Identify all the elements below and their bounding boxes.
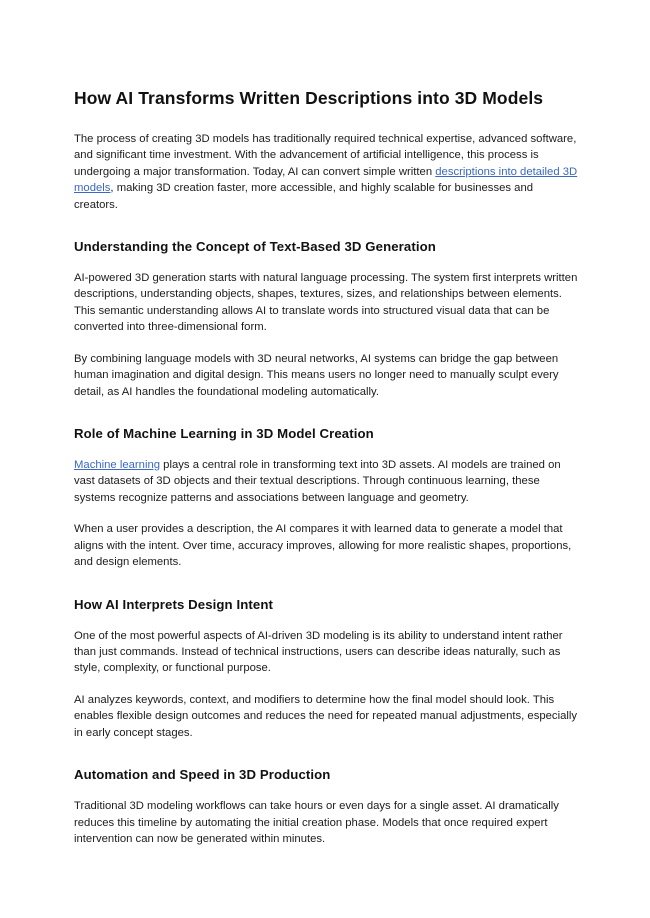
section-2-paragraph-1: AI analyzes keywords, context, and modifiers to determine how the final model should look. This enables flexible design outcomes and reduces the need for repeated manual adjustments, especially in early concept stages. <box>74 693 578 739</box>
intro-paragraph <box>74 131 578 213</box>
page-title: How AI Transforms Written Descriptions into 3D Models <box>74 88 544 108</box>
section-1-paragraph-1: When a user provides a description, the AI compares it with learned data to generate a model that aligns with the intent. Over time, accuracy improves, allowing for more realistic shapes, proportions, and design elements. <box>74 523 572 569</box>
section-heading-design-intent: How AI Interprets Design Intent <box>74 596 273 612</box>
section-0-paragraph-1: By combining language models with 3D neural networks, AI systems can bridge the gap between human imagination and digital design. This means users no longer need to manually sculpt every detail, as AI handles the foundational modeling automatically. <box>74 352 559 398</box>
link-machine-learning[interactable]: Machine learning <box>74 459 161 472</box>
section-2-paragraph-0: One of the most powerful aspects of AI-driven 3D modeling is its ability to understand intent rather than just commands. Instead of technical instructions, users can describe ideas naturally, such as style, complexity, or functional purpose. <box>74 629 563 675</box>
section-heading-machine-learning-role: Role of Machine Learning in 3D Model Creation <box>74 425 374 441</box>
section-0-paragraph-0: AI-powered 3D generation starts with natural language processing. The system first interprets written descriptions, understanding objects, shapes, textures, sizes, and relationships between elements. This semantic understanding allows AI to translate words into structured visual data that can be converted into three-dimensional form. <box>74 272 578 334</box>
section-3-paragraph-0: Traditional 3D modeling workflows can take hours or even days for a single asset. AI dramatically reduces this timeline by automating the initial creation phase. Models that once required expert intervention can now be generated within minutes. <box>74 800 559 846</box>
section-1-paragraph-0 <box>74 457 578 506</box>
section-1-text-after-link: plays a central role in transforming text into 3D assets. AI models are trained on vast datasets of 3D objects and their textual descriptions. Through continuous learning, these systems recognize patterns and associations between language and geometry. <box>74 459 561 504</box>
intro-text-after-link: , making 3D creation faster, more accessible, and highly scalable for businesses and creators. <box>74 182 534 211</box>
link-descriptions-into-detailed-3d-models[interactable]: descriptions into detailed 3D models <box>74 165 578 195</box>
intro-text-before-link: The process of creating 3D models has traditionally required technical expertise, advanced software, and significant time investment. With the advancement of artificial intelligence, this process is undergoing a major transformation. Today, AI can convert simple written <box>74 132 577 178</box>
document-content <box>74 88 578 847</box>
section-heading-automation-and-speed: Automation and Speed in 3D Production <box>74 767 331 783</box>
section-heading-text-based-generation: Understanding the Concept of Text-Based 3D Generation <box>74 238 436 254</box>
